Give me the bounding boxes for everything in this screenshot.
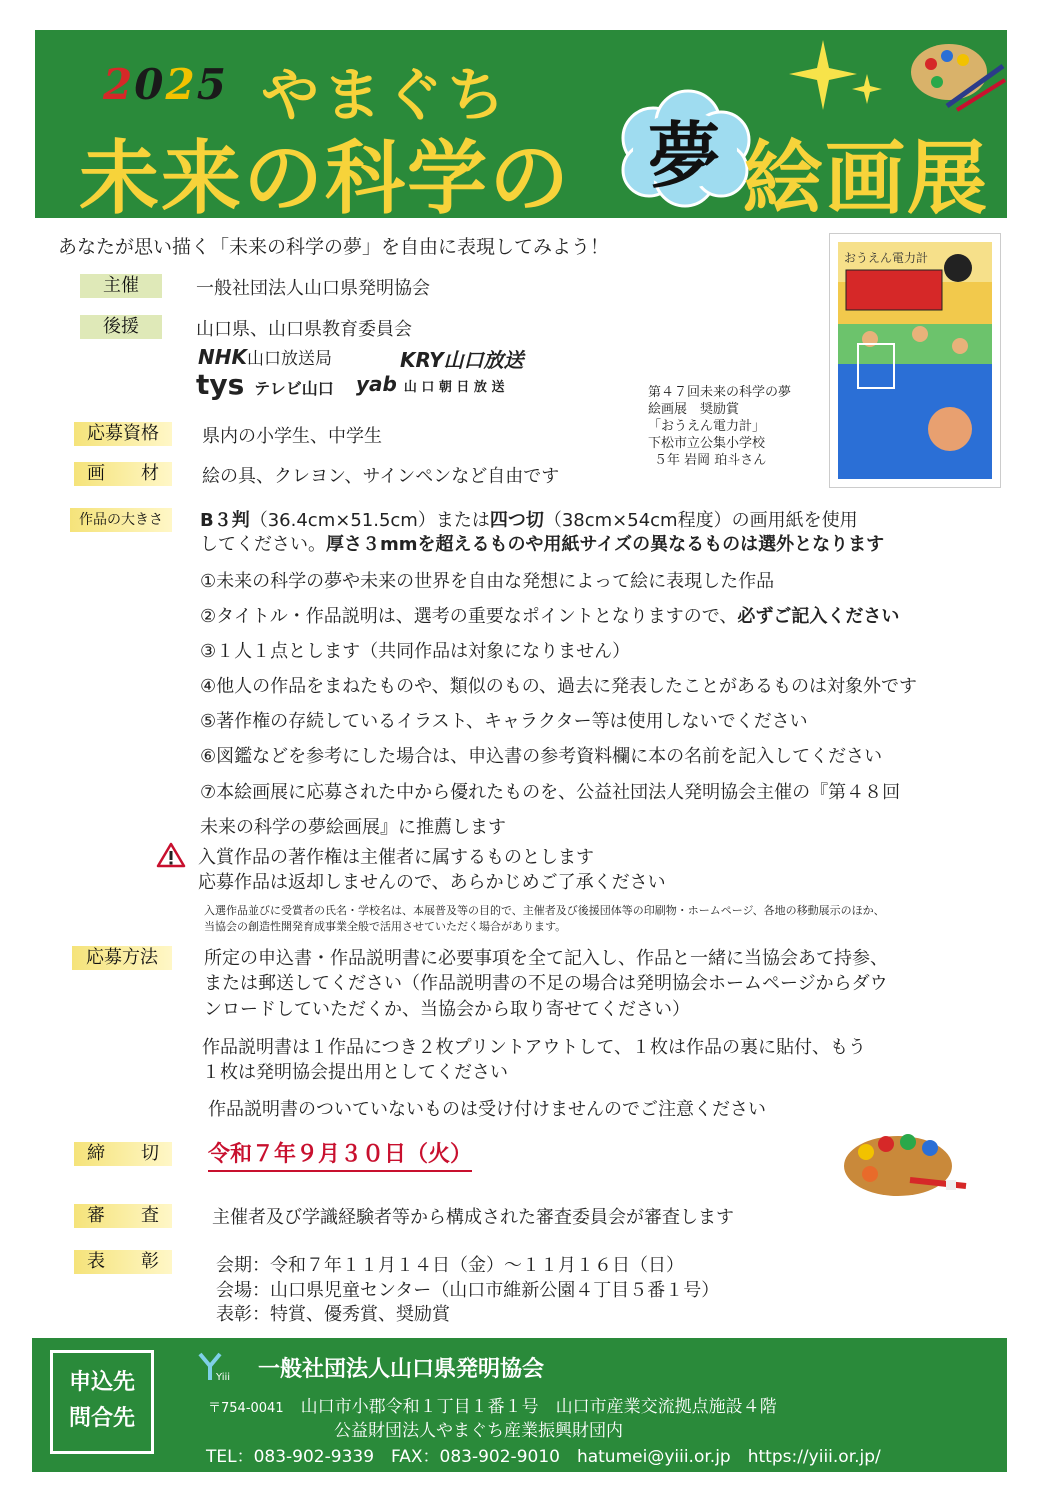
- notice-line2: 応募作品は返却しませんので、あらかじめご了承ください: [198, 872, 666, 893]
- review-value: 主催者及び学識経験者等から構成された審査委員会が審査します: [212, 1207, 734, 1228]
- materials-label: 画 材: [74, 462, 172, 486]
- award-venue: 会場：山口県児童センター（山口市維新公園４丁目５番１号）: [216, 1280, 720, 1301]
- award-period: 会期：令和７年１１月１４日（金）～１１月１６日（日）: [216, 1255, 684, 1276]
- nhk-logo: NHK山口放送局: [198, 345, 332, 369]
- apply-p3: 作品説明書のついていないものは受け付けませんのでご注意ください: [208, 1099, 766, 1120]
- kry-logo: KRY山口放送: [400, 348, 524, 372]
- apply-p1-line1: 所定の申込書・作品説明書に必要事項を全て記入し、作品と一緒に当協会あて持参、: [204, 948, 888, 969]
- rule-2: ②タイトル・作品説明は、選考の重要なポイントとなりますので、必ずご記入ください: [200, 606, 900, 627]
- website-link[interactable]: https://yiii.or.jp/: [747, 1447, 881, 1467]
- size-label: 作品の大きさ: [70, 508, 172, 532]
- contact-badge: 申込先 問合先: [50, 1350, 154, 1454]
- size-line2: してください。厚さ３mmを超えるものや用紙サイズの異なるものは選外となります: [200, 534, 885, 555]
- featured-painting: [829, 233, 1001, 488]
- title-line1: やまぐち: [261, 61, 510, 129]
- footer-address: 〒754-0041 山口市小郡令和１丁目１番１号 山口市産業交流拠点施設４階: [208, 1397, 777, 1417]
- rule-4: ④他人の作品をまねたものや、類似のもの、過去に発表したことがあるものは対象外です: [200, 676, 918, 697]
- yab-logo: yab 山 口 朝 日 放 送: [356, 372, 505, 396]
- organization-logo-icon: [196, 1352, 238, 1382]
- year-label: 2025: [103, 60, 228, 109]
- footer-organization: 一般社団法人山口県発明協会: [258, 1357, 545, 1382]
- review-label: 審 査: [74, 1204, 172, 1228]
- footer-sub-org: 公益財団法人やまぐち産業振興財団内: [334, 1421, 623, 1441]
- deadline-label: 締 切: [74, 1142, 172, 1166]
- rule-1: ①未来の科学の夢や未来の世界を自由な発想によって絵に表現した作品: [200, 571, 775, 592]
- warning-icon: [156, 842, 186, 868]
- eligibility-value: 県内の小学生、中学生: [202, 426, 382, 447]
- palette-brush-icon: [840, 1128, 970, 1200]
- support-label: 後援: [80, 315, 162, 339]
- svg-text:おうえん電力計: おうえん電力計: [844, 251, 929, 265]
- sponsor-value: 一般社団法人山口県発明協会: [196, 278, 430, 299]
- rule-6: ⑥図鑑などを参考にした場合は、申込書の参考資料欄に本の名前を記入してください: [200, 746, 883, 767]
- award-label: 表 彰: [74, 1250, 172, 1274]
- email-link[interactable]: hatumei@yiii.or.jp: [576, 1447, 731, 1467]
- sponsor-label: 主催: [80, 274, 162, 298]
- eligibility-label: 応募資格: [74, 422, 172, 446]
- intro-text: あなたが思い描く「未来の科学の夢」を自由に表現してみよう！: [58, 236, 610, 258]
- title-line2-right: 絵画展: [743, 132, 989, 225]
- rule-3: ③１人１点とします（共同作品は対象になりません）: [200, 641, 631, 662]
- rule-7b: 未来の科学の夢絵画展』に推薦します: [200, 817, 506, 838]
- notice-fine2: 当協会の創造性開発育成事業全般で活用させていただく場合があります。: [204, 920, 567, 933]
- header-banner: [35, 30, 1007, 225]
- size-line1: B３判（36.4cm×51.5cm）または四つ切（38cm×54cm程度）の画用紙を使用: [200, 510, 858, 531]
- notice-fine1: 入選作品並びに受賞者の氏名・学校名は、本展普及等の目的で、主催者及び後援団体等の印刷物・ホームページ、各地の移動展示のほか、: [204, 904, 885, 917]
- title-yume: 夢: [647, 114, 720, 198]
- support-value: 山口県、山口県教育委員会: [196, 319, 412, 340]
- painting-image: [830, 234, 1000, 487]
- award-prizes: 表彰：特賞、優秀賞、奨励賞: [216, 1304, 450, 1325]
- apply-p1-line2: または郵送してください（作品説明書の不足の場合は発明協会ホームページからダウ: [204, 973, 888, 994]
- notice-line1: 入賞作品の著作権は主催者に属するものとします: [198, 847, 594, 868]
- footer-contact: TEL：083-902-9339 FAX：083-902-9010 hatumei@yiii.or.jp https://yiii.or.jp/: [206, 1447, 881, 1467]
- apply-p2-line2: １枚は発明協会提出用としてください: [202, 1062, 508, 1083]
- featured-caption: 第４７回未来の科学の夢 絵画展 奨励賞 「おうえん電力計」 下松市立公集小学校 ５年 岩岡 珀斗さん: [648, 385, 792, 468]
- rule-7a: ⑦本絵画展に応募された中から優れたものを、公益社団法人発明協会主催の『第４８回: [200, 782, 901, 803]
- apply-p2-line1: 作品説明書は１作品につき２枚プリントアウトして、１枚は作品の裏に貼付、もう: [202, 1037, 867, 1058]
- contact-footer: [32, 1338, 1007, 1472]
- sparkle-icon: [783, 38, 893, 118]
- palette-icon: [907, 36, 1007, 116]
- apply-label: 応募方法: [72, 946, 172, 970]
- deadline-value: 令和７年９月３０日（火）: [208, 1137, 472, 1172]
- title-line2-left: 未来の科学の: [79, 132, 571, 225]
- svg-text:Yiii: Yiii: [216, 1372, 231, 1382]
- tys-logo: tys テレビ山口: [196, 368, 334, 401]
- materials-value: 絵の具、クレヨン、サインペンなど自由です: [202, 466, 560, 487]
- apply-p1-line3: ンロードしていただくか、当協会から取り寄せてください）: [204, 999, 690, 1020]
- rule-5: ⑤著作権の存続しているイラスト、キャラクター等は使用しないでください: [200, 711, 808, 732]
